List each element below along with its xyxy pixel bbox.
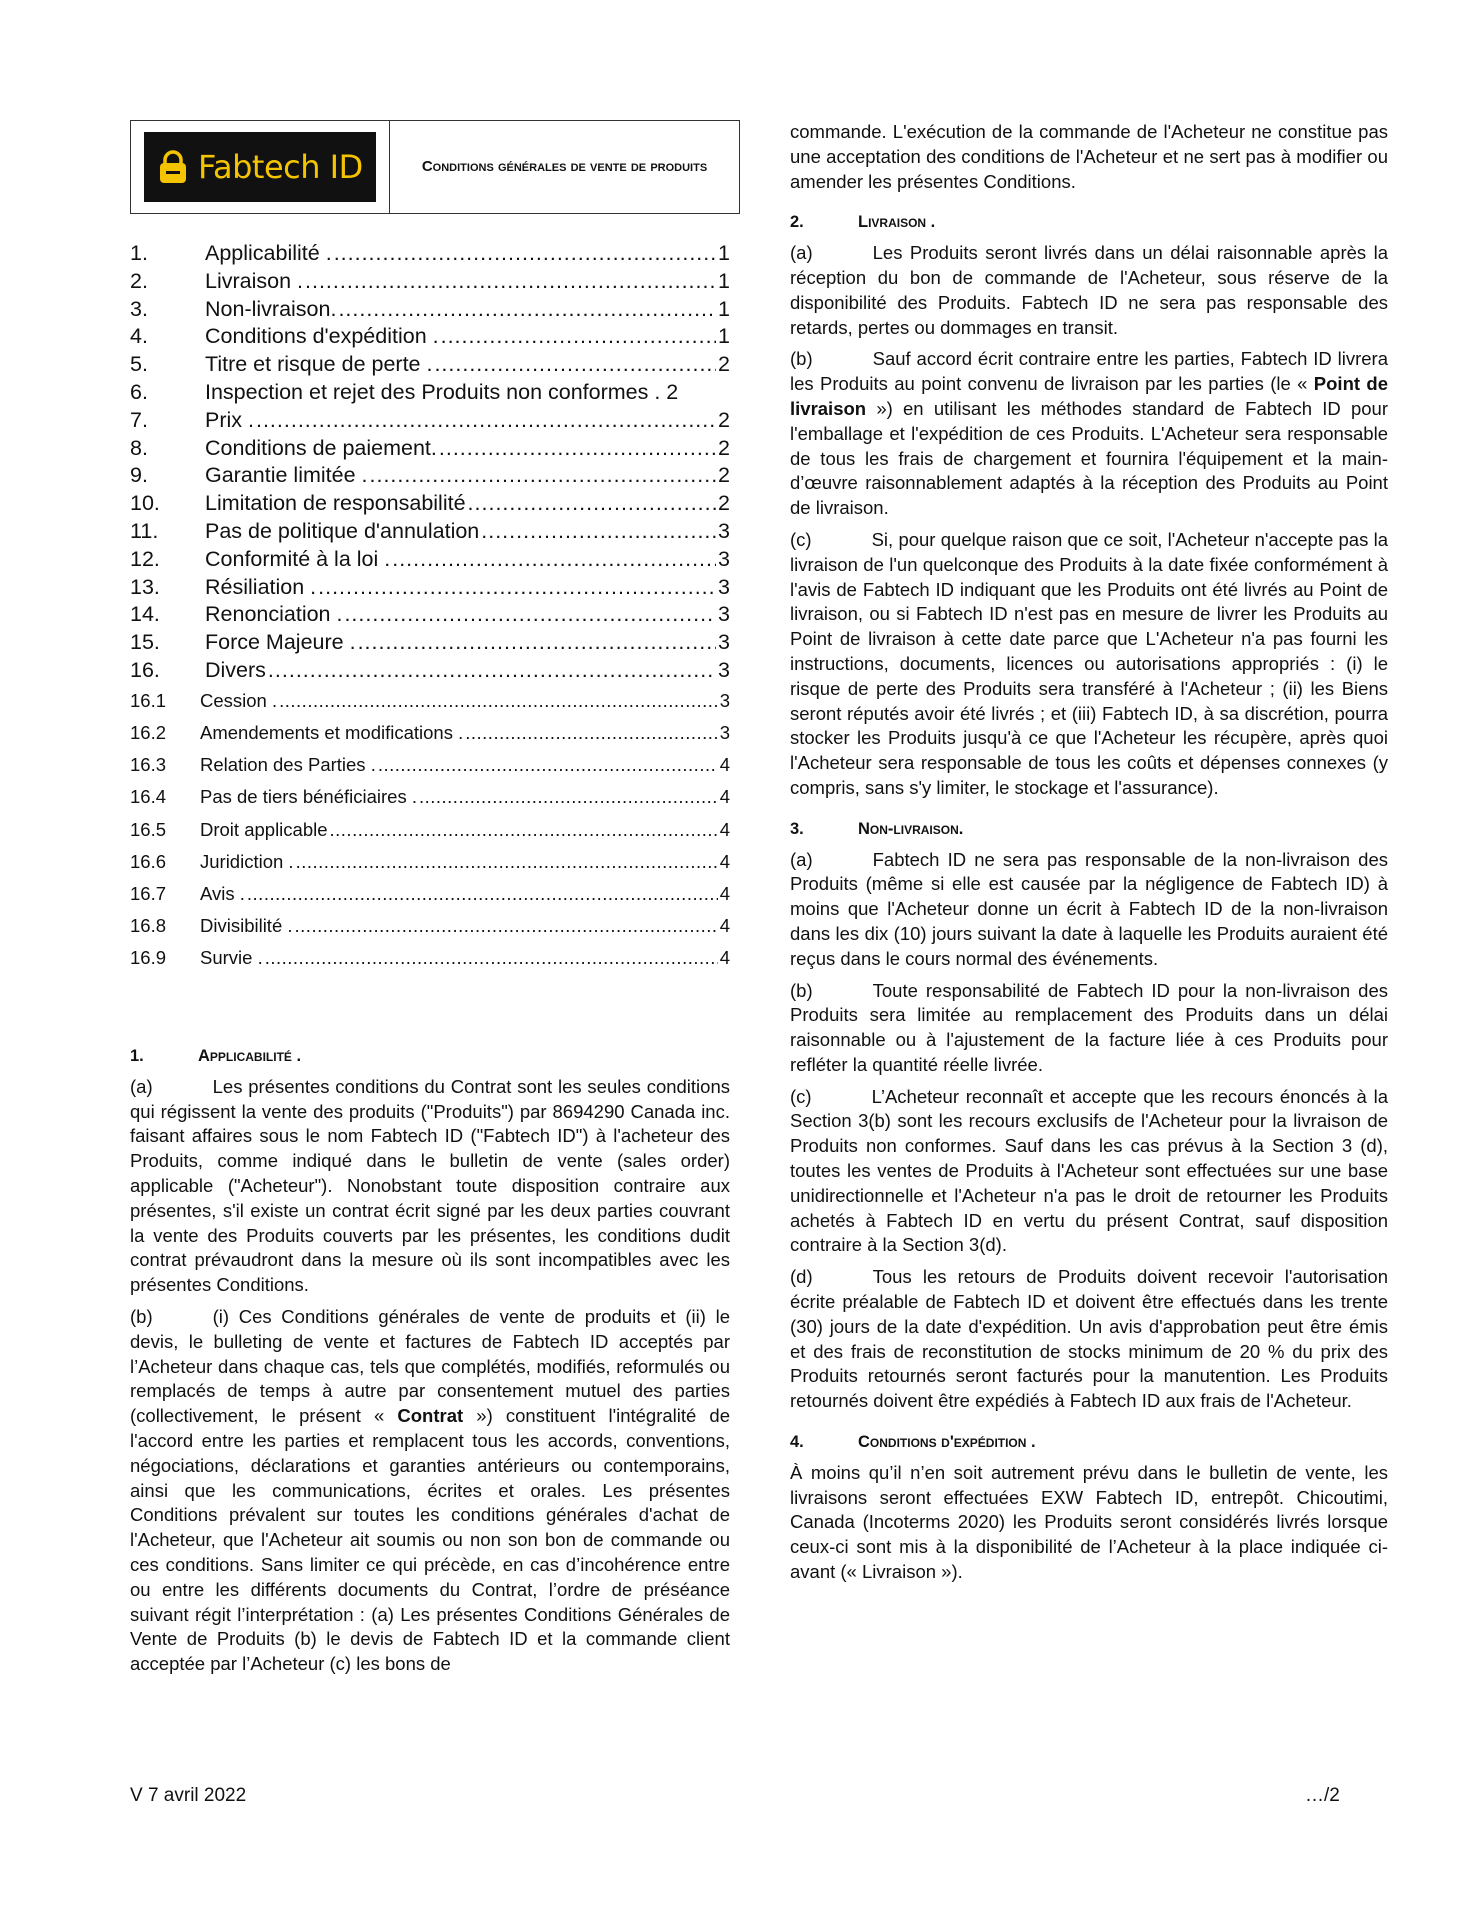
toc-entry[interactable]: 16. Divers ..... 3 (130, 657, 730, 685)
company-logo (144, 132, 376, 202)
toc-entry[interactable]: 14. Renonciation . ..... 3 (130, 601, 730, 629)
toc-leader (318, 574, 716, 602)
toc-entry[interactable]: 10. Limitation de responsabilité ..... 2 (130, 490, 730, 518)
section-1b-continuation: commande. L'exécution de la commande de l'Acheteur ne constitue pas une acceptation des conditions de l'Acheteur et ne sert pas à modifier ou amender les présentes Conditions. (790, 121, 1388, 192)
document-title: Conditions générales de vente de produits (421, 158, 708, 175)
logo-cell (131, 121, 390, 213)
toc-leader (481, 518, 716, 546)
logo-text: Fabtech ID (198, 148, 363, 186)
toc-subentry[interactable]: 16.7 Avis . ..... 4 (130, 878, 730, 910)
toc-entry[interactable]: 13. Résiliation . ..... 3 (130, 574, 730, 602)
toc-leader (296, 846, 718, 878)
toc-leader (439, 435, 716, 463)
toc-entry[interactable]: 11. Pas de politique d'annulation ..... 3 (130, 518, 730, 546)
toc-leader (465, 717, 717, 749)
toc-leader (247, 878, 718, 910)
toc-subentry[interactable]: 16.9 Survie . ..... 4 (130, 942, 730, 974)
section-2c-paragraph: (c) Si, pour quelque raison que ce soit, l'Acheteur n'accepte pas la livraison de l'un quelconque des Produits à la date fixée conformément à l'avis de Fabtech ID indiquant que les Produits ont été livrés au Point de livraison, ou si Fabtech ID n'est pas en mesure de livrer les Produits au Point de livraison à cette date parce que L'Acheteur n'a pas fourni les instructions, documents, licences ou autorisations appropriés : (i) le risque de perte des Produits sera transféré à l'Acheteur ; (ii) les Biens seront réputés avoir été livrés ; et (iii) Fabtech ID, à sa discrétion, pourra stocker les Produits jusqu'à ce que l'Acheteur les récupère, après quoi l'Acheteur sera responsable de tous les coûts et dépenses connexes (y compris, sans s'y limiter, le stockage et l'assurance). (790, 528, 1388, 798)
lock-icon (158, 150, 188, 184)
toc-leader (419, 781, 718, 813)
toc-subentry[interactable]: 16.2 Amendements et modifications . ..... 3 (130, 717, 730, 749)
toc-leader (434, 351, 716, 379)
right-column (790, 120, 1388, 1592)
toc-entry[interactable]: 12. Conformité à la loi . ..... 3 (130, 546, 730, 574)
toc-entry[interactable]: 1. Applicabilité . ..... 1 (130, 240, 730, 268)
section-heading: 2. Livraison . (790, 213, 936, 232)
toc-entry[interactable]: 8. Conditions de paiement. ..... 2 (130, 435, 730, 463)
toc-leader (468, 490, 716, 518)
toc-entry[interactable]: 4. Conditions d'expédition . ..... 1 (130, 323, 730, 351)
toc-entry[interactable]: 3. Non-livraison. ..... 1 (130, 296, 730, 324)
toc-entry[interactable]: 7. Prix . ..... 2 (130, 407, 730, 435)
section-3d-paragraph: (d) Tous les retours de Produits doivent recevoir l'autorisation écrite préalable de Fabtech ID et doivent être effectués dans les trente (30) jours de la date d'expédition. Un avis d'approbation peut être émis et des frais de reconstitution de stocks minimum de 20 % du prix des Produits retournés seront facturés pour la manutention. Les Produits retournés doivent être expédiés à Fabtech ID aux frais de l'Acheteur. (790, 1266, 1388, 1412)
toc-entry[interactable]: 6. Inspection et rejet des Produits non conformes . 2 (130, 379, 679, 404)
toc-leader (370, 462, 717, 490)
toc-leader (268, 657, 716, 685)
page-continuation-marker: …/2 (1305, 1785, 1340, 1806)
toc-leader (378, 749, 718, 781)
toc-leader (334, 240, 716, 268)
toc-entry[interactable]: 5. Titre et risque de perte . ..... 2 (130, 351, 730, 379)
toc-leader (392, 546, 716, 574)
section-3b-paragraph: (b) Toute responsabilité de Fabtech ID pour la non-livraison des Produits sera limitée au remplacement des Produits dans un délai raisonnable ou à l'ajustement de la facture liée à ces Produits pour refléter la quantité réelle livrée. (790, 979, 1388, 1075)
toc-leader (295, 910, 718, 942)
toc-subentry[interactable]: 16.5 Droit applicable ..... 4 (130, 814, 730, 846)
toc-subentry[interactable]: 16.8 Divisibilité . ..... 4 (130, 910, 730, 942)
document-header (130, 120, 740, 214)
toc-leader (330, 814, 718, 846)
table-of-contents (130, 240, 730, 975)
section-2b-paragraph: (b) Sauf accord écrit contraire entre les parties, Fabtech ID livrera les Produits au point convenu de livraison par les parties (le « Point de livraison ») en utilisant les méthodes standard de Fabtech ID pour l'emballage et l'expédition de ces Produits. L'Acheteur sera responsable de tous les frais de chargement et fournira l'équipement et la main-d’œuvre raisonnablement adaptés à la réception des Produits au Point de livraison. (790, 348, 1388, 519)
toc-subentry[interactable]: 16.3 Relation des Parties . ..... 4 (130, 749, 730, 781)
section-4-paragraph: À moins qu’il n’en soit autrement prévu dans le bulletin de vente, les livraisons seront effectuées EXW Fabtech ID, entrepôt. Chicoutimi, Canada (Incoterms 2020) les Produits seront considérés livrés lorsque ceux-ci sont mis à la disponibilité de l’Acheteur à la place indiquée ci-avant (« Livraison »). (790, 1461, 1388, 1583)
toc-subentry[interactable]: 16.6 Juridiction . ..... 4 (130, 846, 730, 878)
section-heading: 3. Non-livraison. (790, 819, 964, 838)
section-2a-paragraph: (a) Les Produits seront livrés dans un délai raisonnable après la réception du bon de commande de l'Acheteur, sous réserve de la disponibilité des Produits. Fabtech ID ne sera pas responsable des retards, pertes ou dommages en transit. (790, 242, 1388, 338)
toc-leader (256, 407, 716, 435)
toc-leader (344, 601, 716, 629)
toc-leader (441, 323, 716, 351)
section-1b-paragraph: (b) (i) Ces Conditions générales de vente de produits et (ii) le devis, le bulleting de vente et factures de Fabtech ID acceptés par l’Acheteur dans chaque cas, tels que complétés, modifiés, reformulés ou remplacés de temps à autre par consentement mutuel des parties (collectivement, le présent « Contrat ») constituent l'intégralité de l'accord entre les parties et remplacent tous les accords, conventions, négociations, déclarations et garanties antérieurs ou contemporains, ainsi que les communications, écrites et orales. Les présentes Conditions prévalent sur toutes les conditions générales d'achat de l'Acheteur, que l'Acheteur ait soumis ou non son bon de commande ou ces conditions. Sans limiter ce qui précède, en cas d’incohérence entre ou entre les différents documents du Contrat, l’ordre de préséance suivant régit l’interprétation : (a) Les présentes Conditions Générales de Vente de Produits (b) le devis de Fabtech ID et la commande client acceptée par l’Acheteur (c) les bons de (130, 1305, 731, 1675)
toc-leader (358, 629, 716, 657)
section-1a-paragraph: (a) Les présentes conditions du Contrat sont les seules conditions qui régissent la vente des produits ("Produits") par 8694290 Canada inc. faisant affaires sous le nom Fabtech ID ("Fabtech ID") à l'acheteur des Produits, comme indiqué dans le bulletin de vente (sales order) applicable ("Acheteur"). Nonobstant toute disposition contraire aux présentes, s'il existe un contrat écrit signé par les deux parties couvrant la vente des Produits couverts par les présentes, les conditions dudit contrat prévaudront dans la mesure où ils sont incompatibles avec les présentes Conditions. (130, 1075, 730, 1296)
toc-leader (279, 685, 718, 717)
section-3a-paragraph: (a) Fabtech ID ne sera pas responsable de la non-livraison des Produits (même si elle est causée par la négligence de Fabtech ID) à moins que l'Acheteur donne un écrit à Fabtech ID de la non-livraison dans les dix (10) jours suivant la date à laquelle les Produits auraient été reçus dans le cours normal des événements. (790, 848, 1388, 969)
section-heading: 4. Conditions d'expédition . (790, 1433, 1036, 1452)
toc-subentry[interactable]: 16.4 Pas de tiers bénéficiaires . ..... 4 (130, 781, 730, 813)
toc-leader (338, 296, 716, 324)
toc-entry[interactable]: 2. Livraison . ..... 1 (130, 268, 730, 296)
section-3c-paragraph: (c) L’Acheteur reconnaît et accepte que les recours énoncés à la Section 3(b) sont les recours exclusifs de l'Acheteur pour la livraison de Produits non conformes. Sauf dans les cas prévus à la Section 3 (d), toutes les ventes de Produits à l'Acheteur sont effectuées sur une base unidirectionnelle et l'Acheteur n'a pas le droit de retourner les Produits achetés à Fabtech ID en vertu du présent Contrat, sauf disposition contraire à la Section 3(d). (790, 1085, 1388, 1256)
toc-leader (305, 268, 716, 296)
left-column (130, 1044, 730, 1684)
section-heading: 1. Applicabilité . (130, 1047, 302, 1065)
toc-leader (265, 942, 718, 974)
version-footer: V 7 avril 2022 (130, 1785, 247, 1806)
toc-entry[interactable]: 15. Force Majeure . ..... 3 (130, 629, 730, 657)
toc-entry[interactable]: 9. Garantie limitée . ..... 2 (130, 462, 730, 490)
toc-subentry[interactable]: 16.1 Cession . ..... 3 (130, 685, 730, 717)
